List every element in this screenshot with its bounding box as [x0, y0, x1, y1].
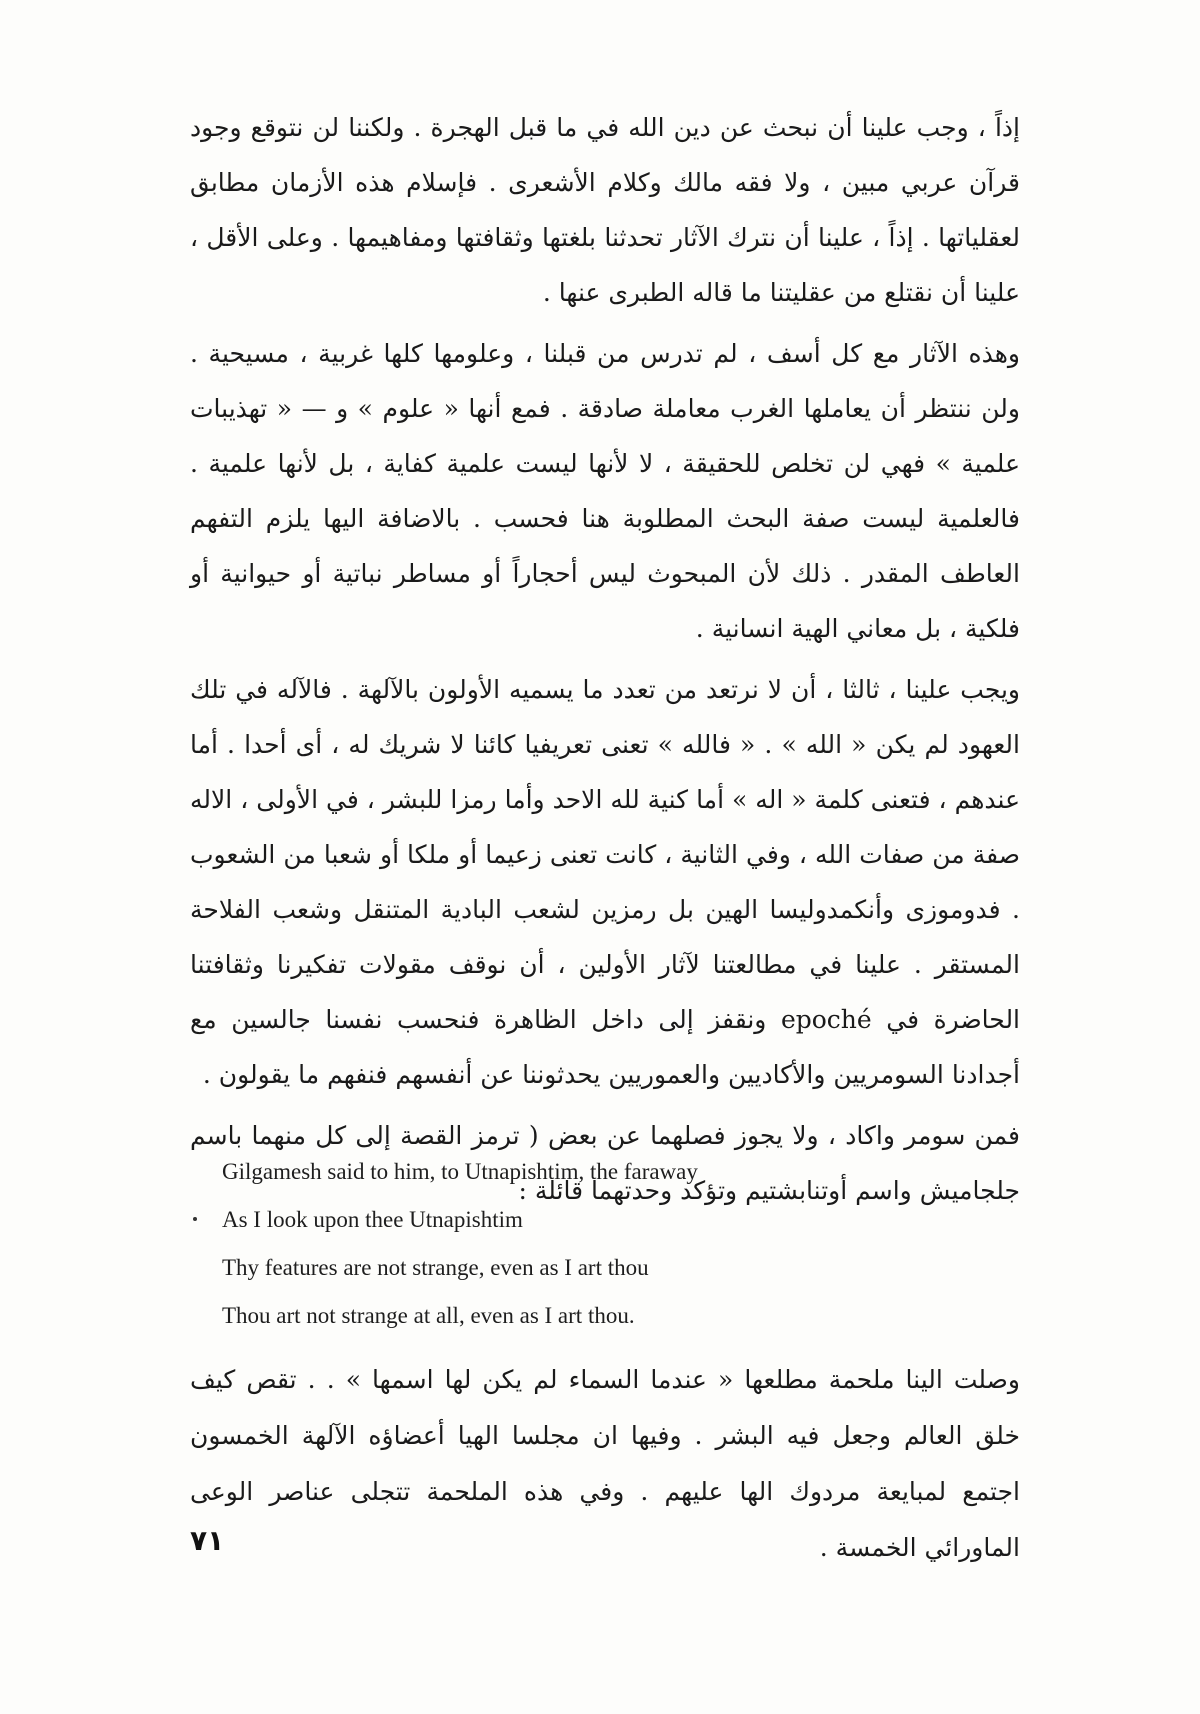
- paragraph-5: وصلت الينا ملحمة مطلعها « عندما السماء لم يكن لها اسمها » . . تقص كيف خلق العالم وجعل فيه البشر . وفيها ان مجلسا الهيا أعضاؤه الآلهة الخمسون اجتمع لمبايعة مردوك الها عليهم . وفي هذه الملحمة تتجلى عناصر الوعى الماورائي الخمسة .: [190, 1365, 1020, 1562]
- page-number: ٧١: [190, 1524, 225, 1557]
- main-text: [190, 100, 1020, 1218]
- poem-line: Thy features are not strange, even as I art thou: [222, 1255, 649, 1280]
- paragraph-3: ويجب علينا ، ثالثا ، أن لا نرتعد من تعدد ما يسميه الأولون بالآلهة . فالآله في تلك العهود لم يكن « الله » . « فالله » تعنى تعريفيا كائنا لا شريك له ، أى أحدا . أما عندهم ، فتعنى كلمة « اله » أما كنية لله الاحد وأما رمزا للبشر ، في الأولى ، الاله صفة من صفات الله ، وفي الثانية ، كانت تعنى زعيما أو ملكا أو شعبا من الشعوب . فدوموزى وأنكمدوليسا الهين بل رمزين لشعب البادية المتنقل وشعب الفلاحة المستقر . علينا في مطالعتنا لآثار الأولين ، أن نوقف مقولات تفكيرنا وثقافتنا الحاضرة في epoché ونقفز إلى داخل الظاهرة فنحسب نفسنا جالسين مع أجدادنا السومريين والأكاديين والعموريين يحدثوننا عن أنفسهم فنفهم ما يقولون .: [190, 675, 1021, 1089]
- poem-line: Thou art not strange at all, even as I art thou.: [222, 1303, 635, 1328]
- paragraph-4: فمن سومر واكاد ، ولا يجوز فصلهما عن بعض ( ترمز القصة إلى كل منهما باسم جلجاميش واسم أوتنابشتيم وتؤكد وحدتهما قائلة :: [190, 1121, 1020, 1205]
- paragraph-1: إذاً ، وجب علينا أن نبحث عن دين الله في ما قبل الهجرة . ولكننا لن نتوقع وجود قرآن عربي مبين ، ولا فقه مالك وكلام الأشعرى . فإسلام هذه الأزمان مطابق لعقلياتها . إذاً ، علينا أن نترك الآثار تحدثنا بلغتها وثقافتها ومفاهيمها . وعلى الأقل ، علينا أن نقتلع من عقليتنا ما قاله الطبرى عنها .: [190, 113, 1020, 307]
- stray-dot-mark: [193, 1217, 197, 1221]
- closing-paragraph: [190, 1352, 1020, 1576]
- paragraph-2: وهذه الآثار مع كل أسف ، لم تدرس من قبلنا ، وعلومها كلها غربية ، مسيحية . ولن ننتظر أن يعاملها الغرب معاملة صادقة . فمع أنها « علوم » و — « تهذيبات علمية » فهي لن تخلص للحقيقة ، لا لأنها ليست علمية كفاية ، بل لأنها علمية . فالعلمية ليست صفة البحث المطلوبة هنا فحسب . بالاضافة اليها يلزم التفهم العاطف المقدر . ذلك لأن المبحوث ليس أحجاراً أو مساطر نباتية أو حيوانية أو فلكية ، بل معاني الهية انسانية .: [190, 339, 1020, 643]
- poem-line: Gilgamesh said to him, to Utnapishtim, the faraway: [222, 1159, 698, 1184]
- poem-quote: [222, 1148, 862, 1340]
- poem-line: As I look upon thee Utnapishtim: [222, 1207, 523, 1232]
